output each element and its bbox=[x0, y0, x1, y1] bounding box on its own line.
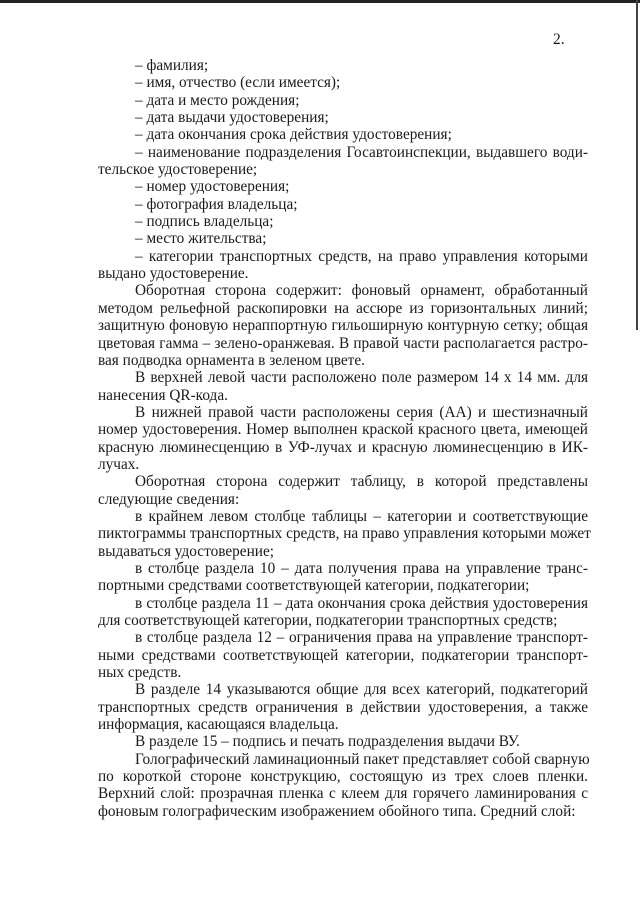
text-line: методом рельефной раскопировки на ассюре из горизонтальных линий; bbox=[98, 299, 588, 317]
scan-edge-right bbox=[636, 0, 638, 330]
text-line: по короткой стороне конструкцию, состоящую из трех слоев пленки. bbox=[98, 768, 588, 786]
text-line: – категории транспортных средств, на право управления которыми bbox=[135, 247, 588, 265]
text-line: фоновым голографическим изображением обойного типа. Средний слой: bbox=[98, 802, 576, 820]
text-line: Голографический ламинационный пакет представляет собой сварную bbox=[135, 750, 590, 768]
text-line: – дата и место рождения; bbox=[135, 91, 300, 109]
paragraph bbox=[98, 196, 588, 213]
text-line: тельское удостоверение; bbox=[98, 161, 258, 179]
text-line: Верхний слой: прозрачная пленка с клеем для горячего ламинирования с bbox=[98, 785, 588, 803]
paragraph bbox=[98, 213, 588, 230]
paragraph bbox=[98, 230, 588, 247]
text-line: лучах. bbox=[98, 455, 140, 473]
text-line: цветовая гамма – зелено-оранжевая. В правой части располагается растро- bbox=[98, 334, 588, 352]
text-line: нанесения QR-кода. bbox=[98, 386, 228, 404]
paragraph bbox=[98, 595, 588, 630]
paragraph bbox=[98, 92, 588, 109]
text-line: номер удостоверения. Номер выполнен краской красного цвета, имеющей bbox=[98, 421, 588, 439]
text-line: В нижней правой части расположены серия (АА) и шестизначный bbox=[135, 403, 588, 421]
text-line: Оборотная сторона содержит таблицу, в которой представлены bbox=[135, 473, 588, 491]
text-line: портными средствами соответствующей категории, подкатегории; bbox=[98, 577, 530, 595]
scan-edge-top bbox=[0, 0, 640, 3]
text-line: в крайнем левом столбце таблицы – категории и соответствующие bbox=[135, 507, 588, 525]
paragraph bbox=[98, 178, 588, 195]
paragraph bbox=[98, 404, 588, 473]
text-line: в столбце раздела 10 – дата получения права на управление транс- bbox=[135, 559, 588, 577]
text-line: – место жительства; bbox=[135, 230, 267, 248]
paragraph bbox=[98, 507, 591, 560]
paragraph bbox=[98, 681, 588, 733]
paragraph bbox=[98, 109, 588, 126]
paragraph bbox=[98, 473, 588, 508]
text-line: В разделе 15 – подпись и печать подразделения выдачи ВУ. bbox=[135, 733, 520, 751]
paragraph bbox=[98, 629, 588, 681]
text-line: – фамилия; bbox=[135, 57, 209, 74]
text-line: для соответствующей категории, подкатегории транспортных средств; bbox=[98, 612, 558, 629]
text-line: – дата окончания срока действия удостоверения; bbox=[135, 126, 452, 144]
text-line: информация, касающаяся владельца. bbox=[98, 716, 339, 734]
text-line: – дата выдачи удостоверения; bbox=[135, 109, 329, 127]
text-line: Оборотная сторона содержит: фоновый орнамент, обработанный bbox=[135, 282, 588, 300]
text-line: следующие сведения: bbox=[98, 490, 240, 508]
paragraph bbox=[98, 126, 588, 143]
text-line: в столбце раздела 11 – дата окончания срока действия удостоверения bbox=[135, 594, 588, 612]
paragraph bbox=[98, 248, 588, 283]
document-body bbox=[98, 57, 591, 820]
text-line: В верхней левой части расположено поле размером 14 х 14 мм. для bbox=[135, 369, 588, 387]
text-line: В разделе 14 указываются общие для всех категорий, подкатегорий bbox=[135, 681, 588, 699]
paragraph bbox=[98, 282, 588, 369]
text-line: красную люминесценцию в УФ-лучах и красную люминесценцию в ИК- bbox=[98, 438, 588, 456]
paragraph bbox=[98, 144, 588, 179]
text-line: ных средств. bbox=[98, 664, 182, 682]
text-line: – наименование подразделения Госавтоинспекции, выдавшего води- bbox=[135, 143, 588, 161]
text-line: выдаваться удостоверение; bbox=[98, 542, 274, 560]
paragraph bbox=[98, 369, 588, 404]
text-line: – фотография владельца; bbox=[135, 195, 298, 213]
paragraph bbox=[98, 560, 588, 595]
text-line: выдано удостоверение. bbox=[98, 265, 249, 283]
text-line: вая подводка орнамента в зеленом цвете. bbox=[98, 351, 365, 369]
paragraph bbox=[98, 74, 588, 91]
paragraph bbox=[98, 733, 588, 750]
text-line: защитную фоновую нераппортную гильоширную контурную сетку; общая bbox=[98, 317, 588, 335]
text-line: пиктограммы транспортных средств, на право управления которыми может bbox=[98, 525, 591, 543]
text-line: – подпись владельца; bbox=[135, 213, 274, 231]
paragraph bbox=[98, 751, 588, 820]
page-number: 2. bbox=[553, 31, 565, 48]
text-line: – имя, отчество (если имеется); bbox=[135, 74, 341, 92]
text-line: в столбце раздела 12 – ограничения права на управление транспорт- bbox=[135, 629, 588, 647]
text-line: транспортных средств ограничения в действии удостоверения, а также bbox=[98, 698, 588, 716]
text-line: ными средствами соответствующей категории, подкатегории транспорт- bbox=[98, 646, 588, 664]
text-line: – номер удостоверения; bbox=[135, 178, 290, 196]
paragraph bbox=[98, 57, 588, 74]
